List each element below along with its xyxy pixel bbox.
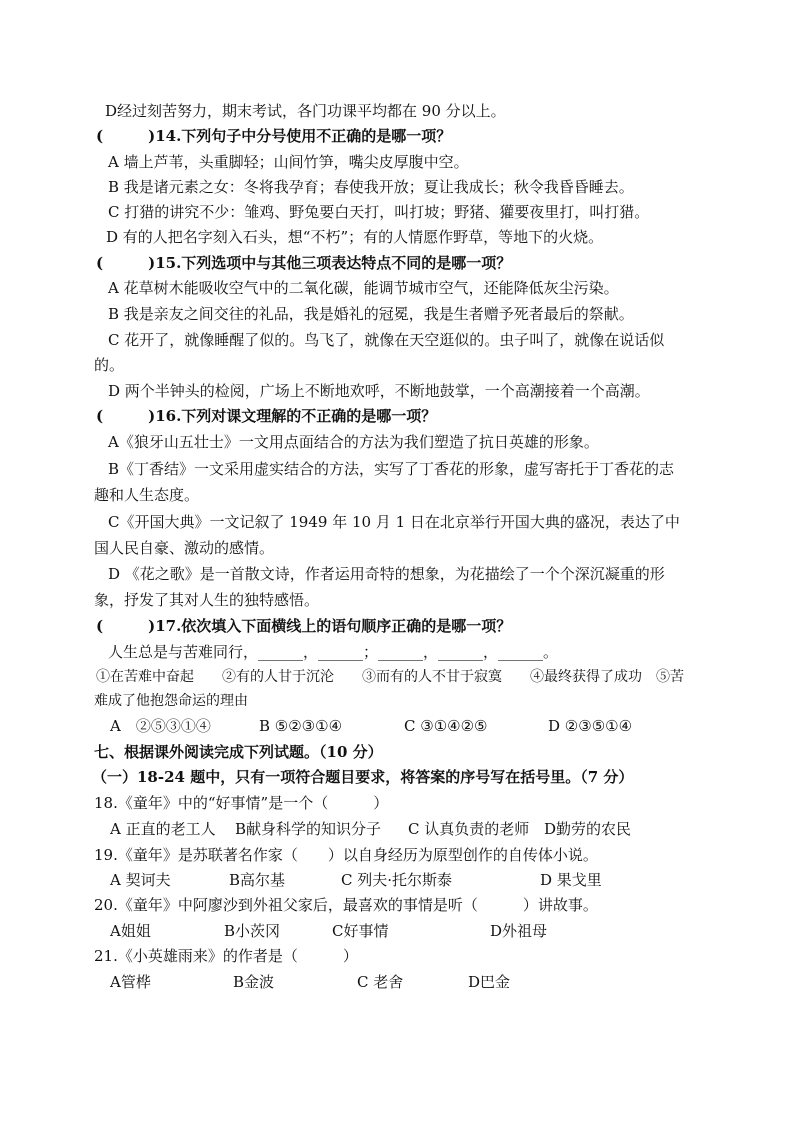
question-20: 20.《童年》中阿廖沙到外祖父家后，最喜欢的事情是听（ ）讲故事。 bbox=[94, 896, 598, 914]
section-heading: 七、根据课外阅读完成下列试题。（10 分） bbox=[94, 743, 383, 761]
choice-b: B金波 bbox=[233, 973, 275, 991]
question-15: ( )15.下列选项中与其他三项表达特点不同的是哪一项？ bbox=[96, 254, 512, 272]
choice-c: C 列夫·托尔斯泰 bbox=[341, 871, 453, 889]
choice-a: A姐姐 bbox=[110, 922, 151, 940]
option-text: ①在苦难中奋起 ②有的人甘于沉沦 ③而有的人不甘于寂寞 ④最终获得了成功 ⑤苦 bbox=[96, 669, 684, 685]
choice-b: B小茨冈 bbox=[224, 922, 281, 940]
question-19: 19.《童年》是苏联著名作家（ ）以自身经历为原型创作的自传体小说。 bbox=[94, 846, 598, 864]
choice-a: A ②⑤③①④ bbox=[110, 717, 211, 735]
subsection-heading: （一）18-24 题中，只有一项符合题目要求，将答案的序号写在括号里。（7 分） bbox=[92, 768, 634, 786]
choice-d: D 果戈里 bbox=[540, 871, 602, 889]
choice-d: D外祖母 bbox=[490, 922, 548, 940]
choice-c: C好事情 bbox=[332, 922, 389, 940]
option-text: B 我是诸元素之女：冬将我孕育；春使我开放；夏让我成长；秋令我昏昏睡去。 bbox=[108, 178, 634, 196]
option-text: D 《花之歌》是一首散文诗，作者运用奇特的想象，为花描绘了一个个深沉凝重的形 bbox=[108, 565, 665, 583]
option-text: A《狼牙山五壮士》一文用点面结合的方法为我们塑造了抗日英雄的形象。 bbox=[108, 433, 599, 451]
option-text: B 我是亲友之间交往的礼品，我是婚礼的冠冕，我是生者赠予死者最后的祭献。 bbox=[108, 305, 634, 323]
sentence-blanks: 人生总是与苦难同行，______，______；______，______，______。 bbox=[108, 643, 559, 661]
option-text: C《开国大典》一文记叙了 1949 年 10 月 1 日在北京举行开国大典的盛况，表达了中 bbox=[108, 513, 680, 531]
question-21: 21.《小英雄雨来》的作者是（ ） bbox=[94, 947, 358, 965]
choice-a: A 契诃夫 bbox=[110, 871, 171, 889]
choice-d: D勤劳的农民 bbox=[544, 820, 632, 838]
option-text: 的。 bbox=[94, 356, 125, 374]
option-text: D经过刻苦努力，期末考试，各门功课平均都在 90 分以上。 bbox=[105, 102, 506, 120]
choice-c: C 老舍 bbox=[357, 973, 404, 991]
choice-d: D巴金 bbox=[468, 973, 511, 991]
option-text: D 有的人把名字刻入石头，想“不朽”；有的人情愿作野草，等地下的火烧。 bbox=[106, 228, 604, 246]
option-text: A 花草树木能吸收空气中的二氧化碳，能调节城市空气，还能降低灰尘污染。 bbox=[108, 279, 619, 297]
choice-a: A 正直的老工人 bbox=[110, 820, 216, 838]
choice-c: C 认真负责的老师 bbox=[408, 820, 530, 838]
question-14: ( )14.下列句子中分号使用不正确的是哪一项？ bbox=[96, 127, 452, 145]
question-17: ( )17.依次填入下面横线上的语句顺序正确的是哪一项？ bbox=[96, 617, 512, 635]
option-text: 趣和人生态度。 bbox=[94, 486, 200, 504]
choice-b: B献身科学的知识分子 bbox=[235, 820, 382, 838]
choice-d: D ②③⑤①④ bbox=[548, 717, 633, 735]
option-text: C 打猎的讲究不少：雏鸡、野兔要白天打，叫打坡；野猪、獾要夜里打，叫打猎。 bbox=[108, 203, 650, 221]
option-text: A 墙上芦苇，头重脚轻；山间竹笋，嘴尖皮厚腹中空。 bbox=[108, 153, 469, 171]
choice-b: B ⑤②③①④ bbox=[259, 717, 343, 735]
question-16: ( )16.下列对课文理解的不正确的是哪一项？ bbox=[96, 407, 437, 425]
question-18: 18.《童年》中的“好事情”是一个（ ） bbox=[94, 794, 389, 812]
choice-a: A管桦 bbox=[110, 973, 151, 991]
option-text: 国人民自豪、激动的感情。 bbox=[94, 539, 275, 557]
option-text: 难成了他抱怨命运的理由 bbox=[94, 693, 248, 709]
choice-c: C ③①④②⑤ bbox=[404, 717, 488, 735]
option-text: 象，抒发了其对人生的独特感悟。 bbox=[94, 591, 320, 609]
choice-b: B高尔基 bbox=[229, 871, 286, 889]
option-text: C 花开了，就像睡醒了似的。鸟飞了，就像在天空逛似的。虫子叫了，就像在说话似 bbox=[108, 331, 665, 349]
option-text: D 两个半钟头的检阅，广场上不断地欢呼，不断地鼓掌，一个高潮接着一个高潮。 bbox=[108, 382, 650, 400]
option-text: B《丁香结》一文采用虚实结合的方法，实写了丁香花的形象，虚写寄托于丁香花的志 bbox=[108, 460, 675, 478]
